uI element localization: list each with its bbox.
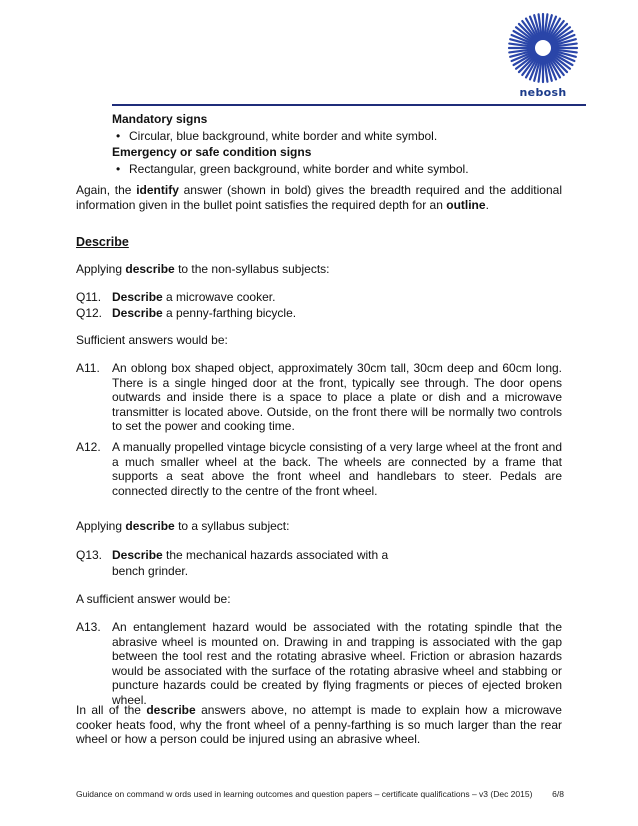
applying-non-syllabus: Applying describe to the non-syllabus subjects: [76,262,330,276]
bullet-icon: • [116,162,121,176]
nebosh-logo [498,12,588,104]
describe-heading: Describe [76,235,129,249]
sign-title-mandatory: Mandatory signs [112,112,208,126]
bullet-icon: • [116,129,121,143]
logo-wordmark: nebosh [519,86,567,99]
globe-logo-icon [498,12,588,86]
page-number: 6/8 [552,789,564,799]
applying-syllabus: Applying describe to a syllabus subject: [76,519,290,533]
sign-title-emergency: Emergency or safe condition signs [112,145,312,159]
sufficient-answer-label: A sufficient answer would be: [76,592,231,606]
footer-text: Guidance on command w ords used in learning outcomes and question papers – certificate qualifications – v3 (Dec 2015) [76,789,533,799]
final-paragraph: In all of the describe answers above, no attempt is made to explain how a microwave cooker heats food, why the front wheel of a penny-farthing is so much larger than the rear wheel or how a person could be injured using an abrasive wheel. [76,703,562,746]
header-rule [112,104,586,106]
again-paragraph: Again, the identify answer (shown in bold) gives the breadth required and the additional information given in the bullet point satisfies the required depth for an outline. [76,183,562,212]
sufficient-answers-label: Sufficient answers would be: [76,333,228,347]
question-q13-line2: bench grinder. [112,564,189,578]
document-page: nebosh Mandatory signs • Circular, blue background, white border and white symbol. Emergency or safe condition signs • Rectangular, green background, white border and white symbol. Again, the identify answer (shown in bold) gives the breadth required and the additional information given in the bullet point satisfies the required depth for an outline. Describe Applying describe to the non-syllabus subjects: Q11. Describe a microwave cooker. Q12. Describe a penny-farthing bicycle. Sufficient answers would be: A11. An oblong box shaped object, approximately 30cm tall, 30cm deep and 60cm long. There is a single hinged door at the front, typically see through. The door opens outwards and inside there is a space to place a plate or dish and a microwave transmitter is located above. Outside, on the front there will be normally two controls to set the power and cooking time. A12. A manually propelled vintage bicycle consisting of a very large wheel at the front and a much smaller wheel at the back. The wheels are connected by a frame that supports a seat above the front wheel and handlebars to steer. Pedals are connected directly to the centre of the front wheel. Applying describe to a syllabus subject: Q13. Describe the mechanical hazards associated with a bench grinder. A sufficient answer would be: A13. An entanglement hazard would be associated with the rotating spindle that the abrasive wheel is mounted on. Drawing in and trapping is associated with the gap between the tool rest and the rotating abrasive wheel. Friction or abrasion hazards would be associated with the surface of the rotating abrasive wheel and stabbing or puncture hazards could be created by flying fragments or pieces of ejected broken wheel. In all of the describe answers above, no attempt is made to explain how a microwave cooker heats food, why the front wheel of a penny-farthing is so much larger than the rear wheel or how a person could be injured using an abrasive wheel. Guidance on command w ords used in learning outcomes and question papers – certificate qualifications – v3 (Dec 2015) 6/8 [0,0,638,826]
